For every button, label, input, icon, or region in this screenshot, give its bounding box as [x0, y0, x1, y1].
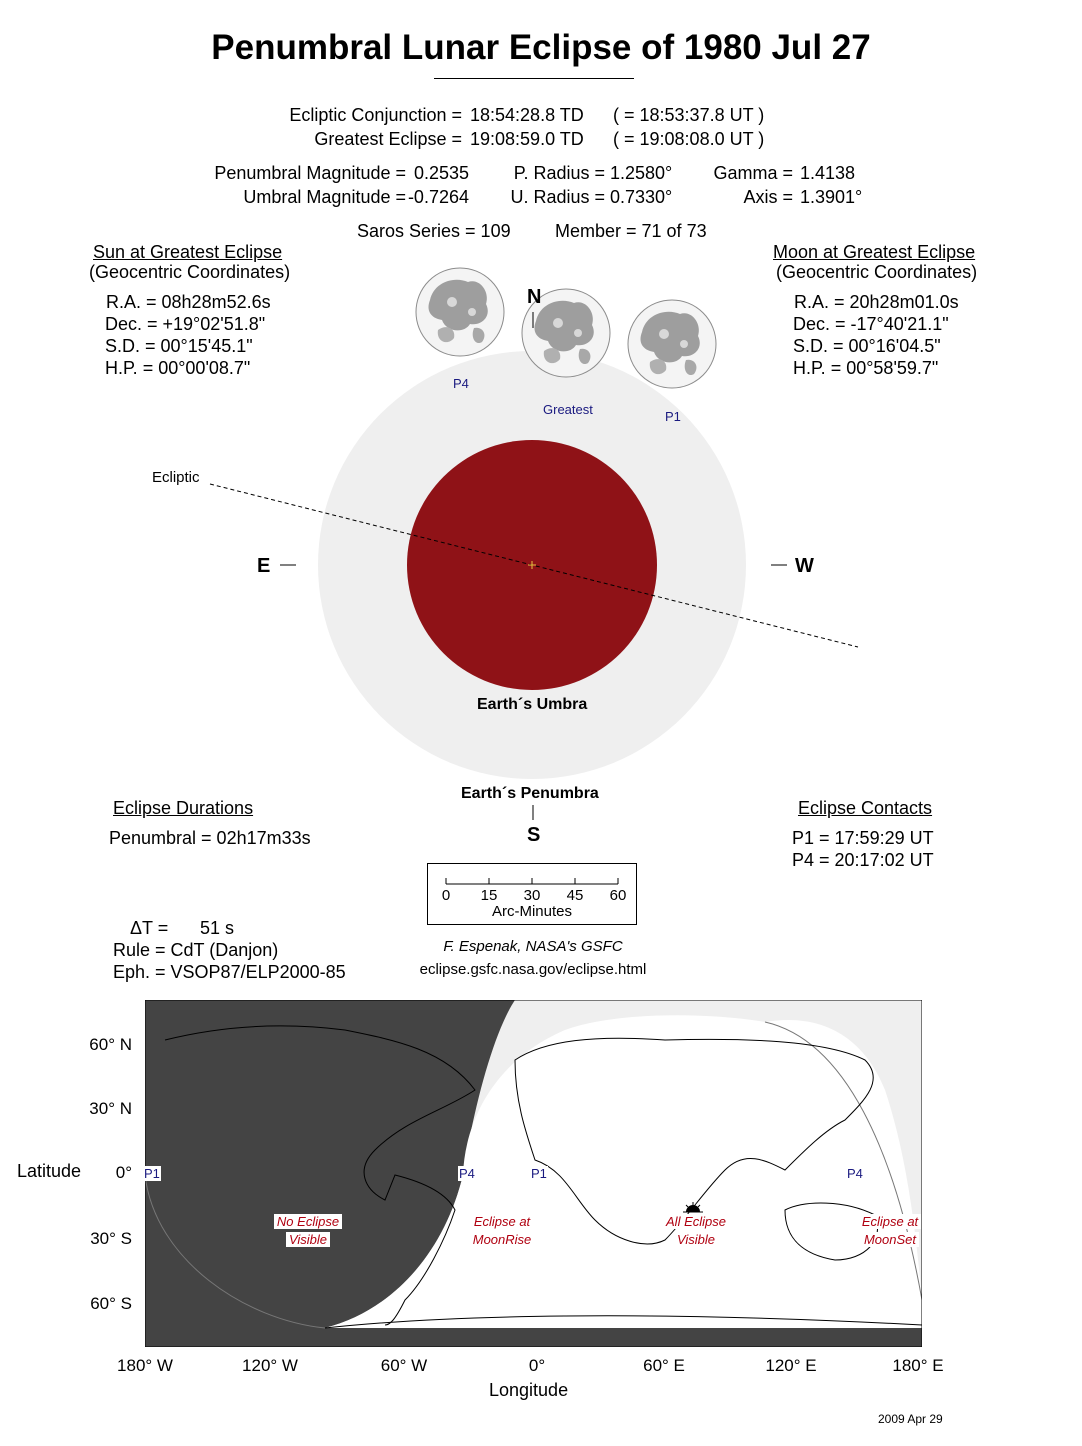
scale-tick-0: 0: [441, 887, 451, 904]
lon-tick-120e: 120° E: [765, 1356, 817, 1375]
page-title: Penumbral Lunar Eclipse of 1980 Jul 27: [211, 28, 871, 67]
axis-label: Axis =: [743, 187, 793, 207]
moonset-label: [852, 1213, 928, 1249]
moonset-line2: MoonSet: [861, 1232, 919, 1247]
lon-tick-0: 0°: [528, 1356, 546, 1375]
contact-p1: P1 = 17:59:29 UT: [792, 828, 934, 848]
greatest-label: Greatest Eclipse =: [314, 129, 462, 149]
lat-tick-60s: 60° S: [90, 1294, 132, 1313]
moonrise-label: [462, 1213, 542, 1249]
no-eclipse-line1: No Eclipse: [274, 1214, 342, 1229]
delta-t-value: 51 s: [200, 918, 235, 938]
moon-p1: [628, 300, 716, 388]
latitude-axis-title: Latitude: [17, 1161, 82, 1181]
sun-sd: S.D. = 00°15'45.1": [105, 336, 253, 356]
rule-text: Rule = CdT (Danjon): [113, 940, 279, 960]
moonrise-line2: MoonRise: [470, 1232, 535, 1247]
moon-dec: Dec. = -17°40'21.1": [793, 314, 949, 334]
lon-tick-120w: 120° W: [242, 1356, 298, 1375]
lat-tick-0: 0°: [115, 1163, 132, 1182]
no-eclipse-label: [268, 1213, 348, 1249]
all-visible-line1: All Eclipse: [663, 1214, 729, 1229]
lon-tick-60w: 60° W: [380, 1356, 428, 1375]
west-label: W: [795, 555, 814, 577]
credit-url[interactable]: eclipse.gsfc.nasa.gov/eclipse.html: [419, 961, 647, 978]
lon-tick-180w: 180° W: [117, 1356, 173, 1375]
no-eclipse-line2: Visible: [286, 1232, 330, 1247]
moon-sd: S.D. = 00°16'04.5": [793, 336, 941, 356]
saros-series: Saros Series = 109: [357, 221, 511, 241]
p-radius-value: 1.2580°: [610, 163, 673, 183]
lon-tick-60e: 60° E: [643, 1356, 685, 1375]
contact-p4: P4 = 20:17:02 UT: [792, 850, 934, 870]
date-stamp: 2009 Apr 29: [878, 1412, 943, 1426]
delta-t-label: ΔT =: [130, 918, 169, 938]
map-p1-left: P1: [144, 1166, 160, 1181]
moonrise-line1: Eclipse at: [471, 1214, 533, 1229]
penumbral-duration: Penumbral = 02h17m33s: [109, 828, 311, 848]
u-radius-label: U. Radius =: [510, 187, 605, 207]
umbra-label: Earth´s Umbra: [477, 696, 588, 713]
contacts-heading: Eclipse Contacts: [798, 798, 933, 818]
saros-member: Member = 71 of 73: [555, 221, 707, 241]
sun-heading: Sun at Greatest Eclipse: [93, 242, 283, 262]
gamma-value: 1.4138: [800, 163, 856, 183]
ecliptic-label: Ecliptic: [152, 469, 200, 486]
map-p4-mid: P4: [459, 1166, 475, 1181]
conjunction-ut: ( = 18:53:37.8 UT ): [613, 105, 765, 125]
conjunction-label: Ecliptic Conjunction =: [289, 105, 462, 125]
pen-mag-value: 0.2535: [413, 163, 469, 183]
scale-tick-30: 30: [523, 887, 541, 904]
all-visible-label: [656, 1213, 736, 1249]
all-visible-line2: Visible: [674, 1232, 718, 1247]
map-p4-right: P4: [847, 1166, 863, 1181]
scale-tick-45: 45: [566, 887, 584, 904]
u-radius-value: 0.7330°: [610, 187, 673, 207]
greatest-moon-label: Greatest: [543, 402, 593, 417]
axis-value: 1.3901°: [800, 187, 863, 207]
arc-minute-scale: [427, 863, 637, 925]
north-label: N: [527, 286, 542, 308]
umb-mag-label: Umbral Magnitude =: [243, 187, 406, 207]
gamma-label: Gamma =: [713, 163, 793, 183]
scale-tick-15: 15: [480, 887, 498, 904]
lat-tick-30s: 30° S: [90, 1229, 132, 1248]
penumbra-label: Earth´s Penumbra: [461, 785, 599, 802]
durations-heading: Eclipse Durations: [113, 798, 254, 818]
moon-heading: Moon at Greatest Eclipse: [773, 242, 976, 262]
sun-ra: R.A. = 08h28m52.6s: [106, 292, 271, 312]
umb-mag-value: -0.7264: [407, 187, 469, 207]
moonset-line1: Eclipse at: [859, 1214, 921, 1229]
credit-author: F. Espenak, NASA's GSFC: [443, 938, 623, 955]
lat-tick-60n: 60° N: [89, 1035, 132, 1054]
map-p1-mid: P1: [531, 1166, 547, 1181]
moon-subheading: (Geocentric Coordinates): [776, 262, 978, 282]
scale-tick-60: 60: [609, 887, 627, 904]
lon-tick-180e: 180° E: [892, 1356, 944, 1375]
sun-dec: Dec. = +19°02'51.8": [105, 314, 266, 334]
sun-hp: H.P. = 00°00'08.7": [105, 358, 251, 378]
moon-hp: H.P. = 00°58'59.7": [793, 358, 939, 378]
scale-label: Arc-Minutes: [491, 903, 573, 920]
p-radius-label: P. Radius =: [513, 163, 605, 183]
ephemeris-text: Eph. = VSOP87/ELP2000-85: [113, 962, 346, 982]
greatest-value: 19:08:59.0 TD: [470, 129, 584, 149]
greatest-ut: ( = 19:08:08.0 UT ): [613, 129, 765, 149]
moon-ra: R.A. = 20h28m01.0s: [794, 292, 959, 312]
south-label: S: [527, 824, 541, 846]
east-label: E: [257, 555, 271, 577]
p1-moon-label: P1: [665, 409, 681, 424]
sun-subheading: (Geocentric Coordinates): [89, 262, 291, 282]
pen-mag-label: Penumbral Magnitude =: [214, 163, 406, 183]
moon-p4: [416, 268, 504, 356]
p4-moon-label: P4: [453, 376, 469, 391]
lat-tick-30n: 30° N: [89, 1099, 132, 1118]
conjunction-value: 18:54:28.8 TD: [470, 105, 584, 125]
longitude-axis-title: Longitude: [489, 1380, 569, 1400]
